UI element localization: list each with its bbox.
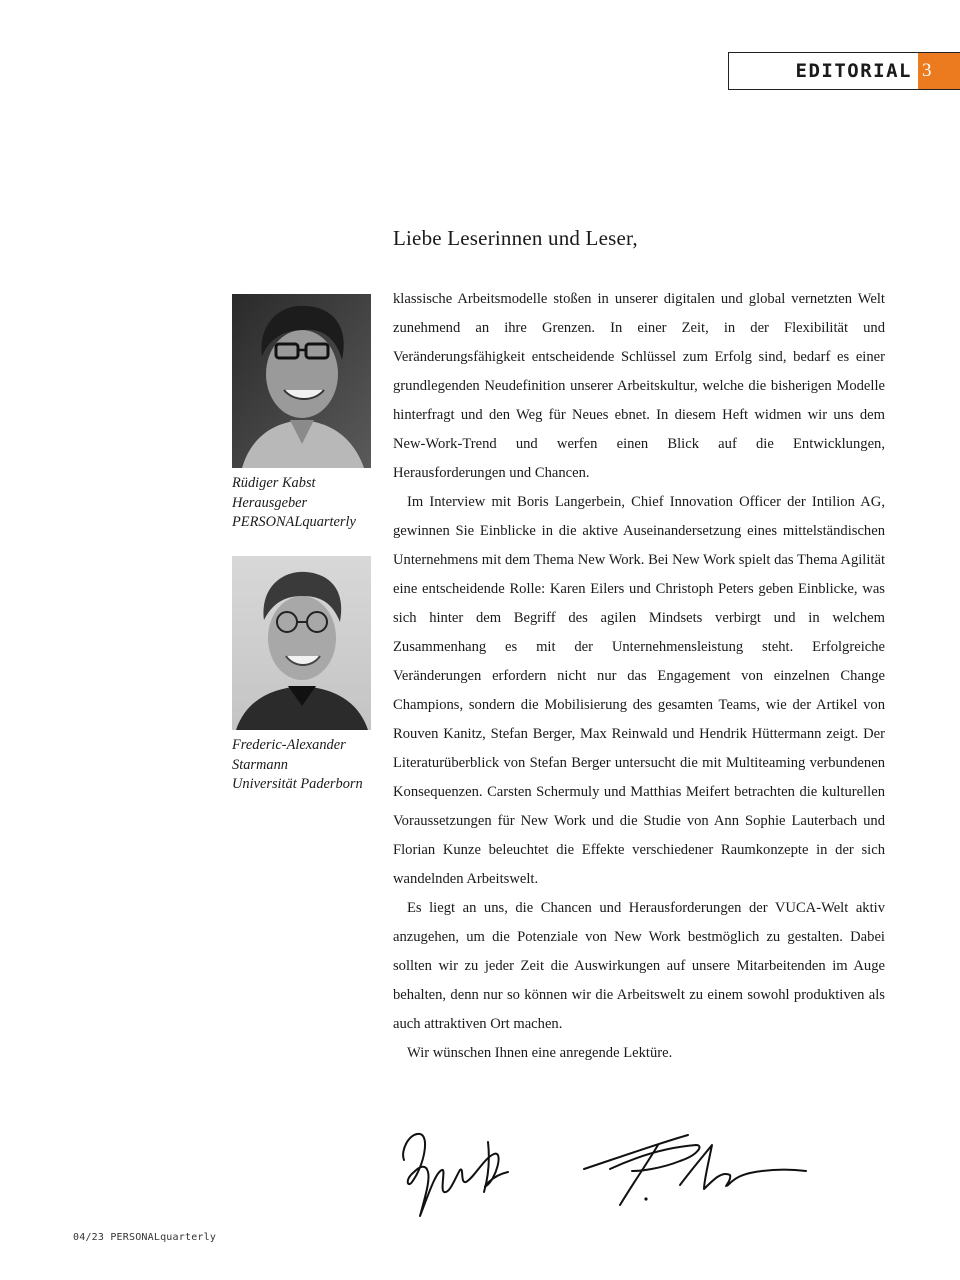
author-affiliation: Universität Paderborn — [232, 776, 363, 792]
author-photo-kabst — [232, 294, 371, 468]
signature-starmann — [580, 1125, 810, 1210]
editorial-body — [393, 285, 885, 1068]
editorial-greeting: Liebe Leserinnen und Leser, — [393, 226, 638, 250]
paragraph-2: Im Interview mit Boris Langerbein, Chief Innovation Officer der Intilion AG, gewinnen Sie Einblicke in die aktive Auseinandersetzung eines mittelständischen Unternehmens mit dem Thema New Work. Bei New Work spielt das Thema Agilität eine entscheidende Rolle: Karen Eilers und Christoph Peters geben Einblicke, was sich hinter dem Begriff des agilen Mindsets verbirgt und in welchem Zusammenhang es mit der Unternehmensleistung steht. Erfolgreiche Veränderungen erfordern nicht nur das Engagement von einzelnen Change Champions, sondern die Mobilisierung des gesamten Teams, wie der Artikel von Rouven Kanitz, Stefan Berger, Max Reinwald und Hendrik Hüttermann zeigt. Der Literaturüberblick von Stefan Berger untersucht die mit Multiteaming verbundenen Konsequenzen. Carsten Schermuly und Matthias Meifert betrachten die kulturellen Voraussetzungen für New Work und die Studie von Ann Sophie Lauterbach und Florian Kunze beleuchtet die Effekte verschiedener Raumkonzepte in der sich wandelnden Arbeitswelt. — [393, 494, 885, 887]
signature-kabst — [390, 1120, 520, 1225]
author-role: Herausgeber — [232, 494, 308, 511]
paragraph-1: klassische Arbeitsmodelle stoßen in unserer digitalen und global vernetzten Welt zunehmend an ihre Grenzen. In einer Zeit, in der Flexibilität und Veränderungsfähigkeit entscheidende Schlüssel zum Erfolg sind, bedarf es einer grundlegenden Neudefinition unserer Arbeitskultur, welche die bisherigen Modelle hinterfragt und den Weg für Neues ebnet. In diesem Heft widmen wir uns dem New-Work-Trend und werfen einen Blick auf die Entwicklungen, Herausforderungen und Chancen. — [393, 291, 885, 481]
author-caption-kabst — [232, 474, 392, 533]
section-label: EDITORIAL — [795, 60, 912, 82]
paragraph-3: Es liegt an uns, die Chancen und Herausforderungen der VUCA-Welt aktiv anzugehen, um die Potenziale von New Work bestmöglich zu gestalten. Dabei sollten wir zu jeder Zeit die Auswirkungen auf unsere Mitarbeitenden im Auge behalten, denn nur so können wir die Arbeitswelt zu einem sowohl produktiven als auch attraktiven Ort machen. — [393, 900, 885, 1032]
author-affiliation: PERSONALquarterly — [232, 514, 356, 530]
section-header-tab — [728, 52, 960, 90]
paragraph-4: Wir wünschen Ihnen eine anregende Lektüre. — [407, 1045, 673, 1061]
author-name-line-2: Starmann — [232, 756, 288, 773]
page-footer: 04/23 PERSONALquarterly — [73, 1232, 217, 1243]
author-name-line-1: Frederic-Alexander — [232, 737, 346, 753]
author-name: Rüdiger Kabst — [232, 475, 316, 491]
author-caption-starmann — [232, 736, 392, 795]
author-photo-starmann — [232, 556, 371, 730]
page-number: 3 — [918, 53, 960, 89]
